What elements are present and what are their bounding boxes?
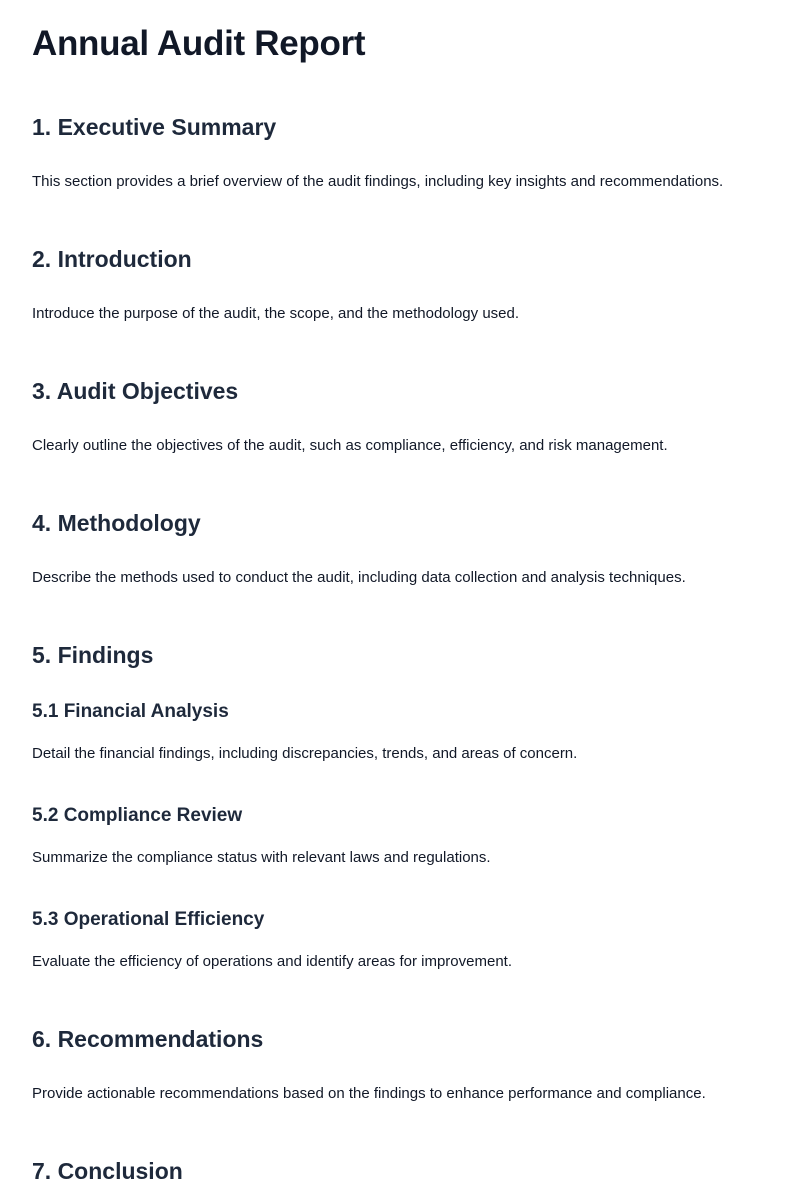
- section-text-introduction: Introduce the purpose of the audit, the scope, and the methodology used.: [32, 305, 520, 322]
- subsection-heading-operational-efficiency: 5.3 Operational Efficiency: [32, 909, 265, 930]
- section-text-recommendations: Provide actionable recommendations based on the findings to enhance performance and compliance.: [32, 1085, 706, 1102]
- section-text-executive-summary: This section provides a brief overview of the audit findings, including key insights and recommendations.: [32, 173, 724, 190]
- section-heading-methodology: 4. Methodology: [32, 510, 201, 536]
- section-text-audit-objectives: Clearly outline the objectives of the audit, such as compliance, efficiency, and risk management.: [32, 437, 668, 454]
- subsection-text-financial-analysis: Detail the financial findings, including discrepancies, trends, and areas of concern.: [32, 745, 578, 762]
- subsection-heading-financial-analysis: 5.1 Financial Analysis: [32, 701, 229, 722]
- section-heading-introduction: 2. Introduction: [32, 246, 192, 272]
- section-heading-conclusion: 7. Conclusion: [32, 1158, 183, 1184]
- section-heading-findings: 5. Findings: [32, 642, 154, 668]
- section-text-methodology: Describe the methods used to conduct the audit, including data collection and analysis techniques.: [32, 569, 686, 586]
- section-heading-audit-objectives: 3. Audit Objectives: [32, 378, 239, 404]
- subsection-text-operational-efficiency: Evaluate the efficiency of operations and identify areas for improvement.: [32, 953, 512, 970]
- section-heading-recommendations: 6. Recommendations: [32, 1026, 264, 1052]
- subsection-heading-compliance-review: 5.2 Compliance Review: [32, 805, 243, 826]
- section-heading-executive-summary: 1. Executive Summary: [32, 114, 277, 140]
- document-title: Annual Audit Report: [32, 24, 366, 63]
- subsection-text-compliance-review: Summarize the compliance status with relevant laws and regulations.: [32, 849, 491, 866]
